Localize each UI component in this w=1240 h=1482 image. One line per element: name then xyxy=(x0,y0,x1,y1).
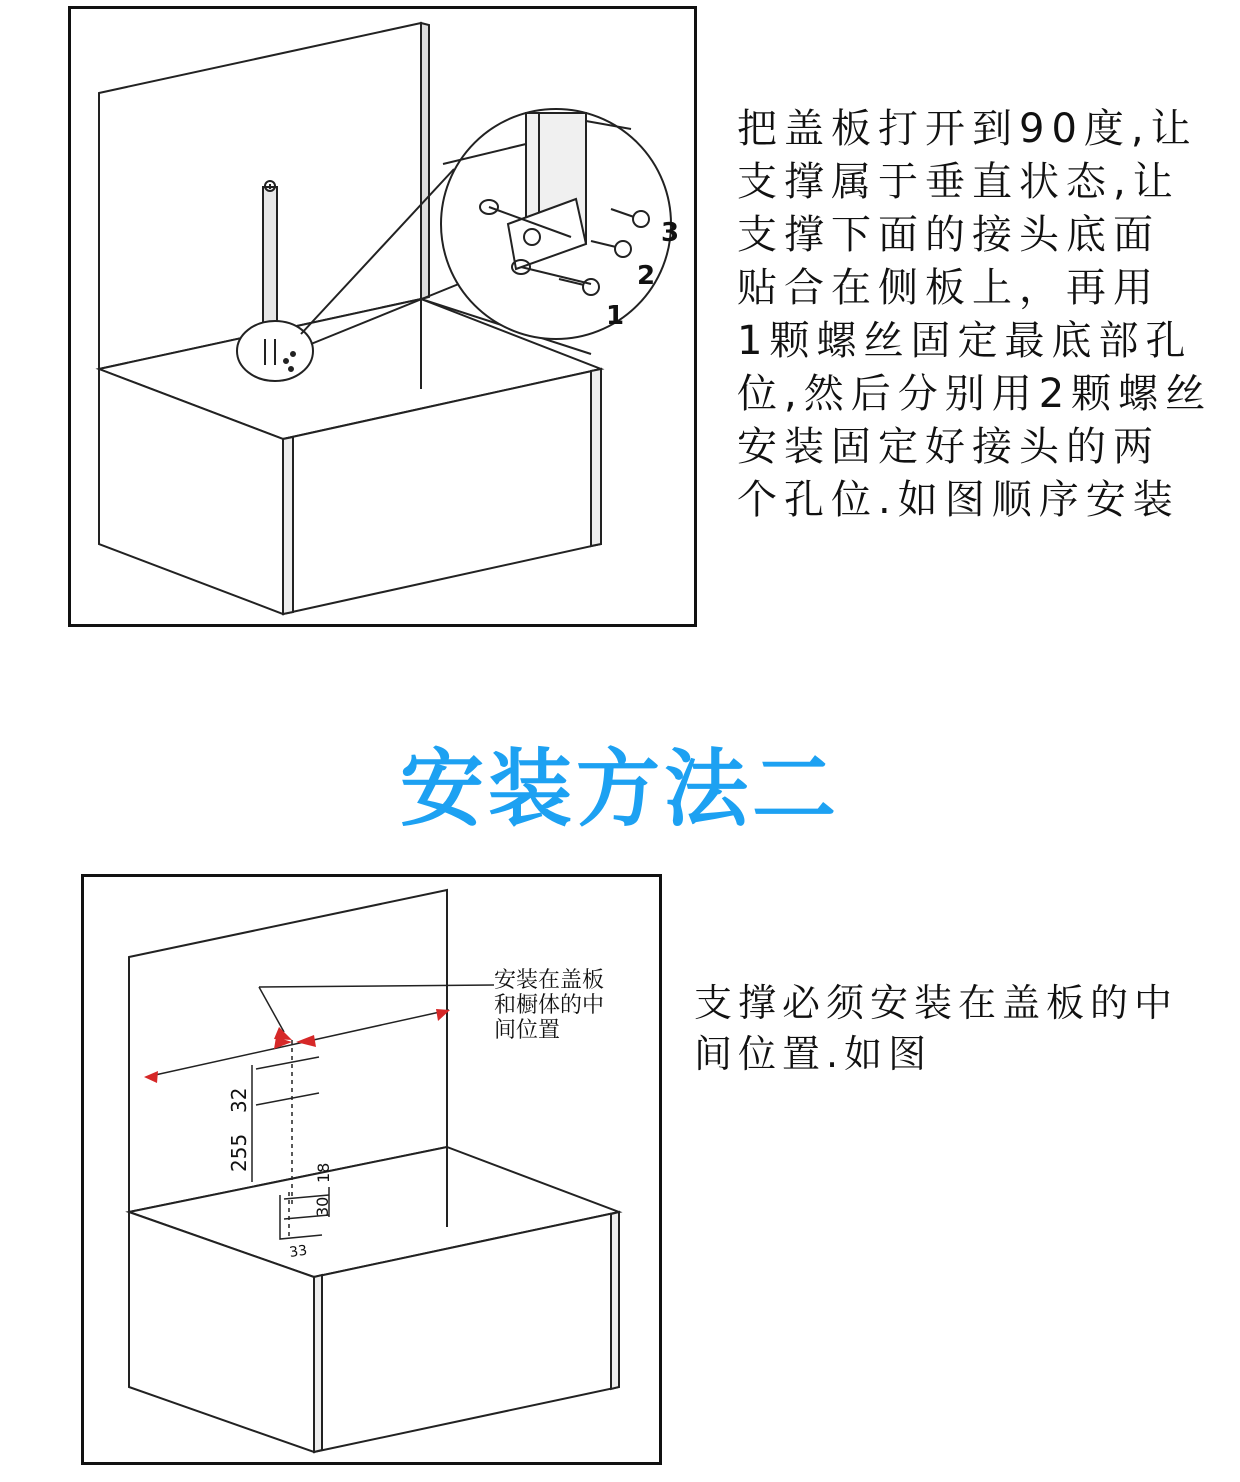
instruction-line: 个孔位.如图顺序安装 xyxy=(737,477,1180,523)
method2-instructions xyxy=(694,978,1178,1080)
method2-box-drawing xyxy=(84,877,659,1462)
section-title: 安装方法二 xyxy=(399,740,840,838)
dimension-255: 255 xyxy=(227,1133,251,1172)
screw-label-3: 3 xyxy=(661,218,680,248)
dimension-33: 33 xyxy=(288,1242,309,1261)
screw-label-2: 2 xyxy=(637,261,656,291)
instruction-line: 把盖板打开到90度,让 xyxy=(737,106,1198,152)
method1-box-drawing xyxy=(71,9,694,624)
instruction-line: 支撑必须安装在盖板的中 xyxy=(694,981,1179,1025)
screw-label-1: 1 xyxy=(606,301,625,331)
callout-line: 间位置 xyxy=(494,1018,561,1043)
gas-strut xyxy=(263,187,277,337)
instruction-line: 1颗螺丝固定最底部孔 xyxy=(737,318,1193,364)
dimension-30: 30 xyxy=(313,1196,332,1217)
instruction-line: 支撑下面的接头底面 xyxy=(737,212,1160,258)
instruction-line: 贴合在侧板上，再用 xyxy=(737,265,1160,311)
method1-illustration xyxy=(68,6,697,627)
instruction-line: 安装固定好接头的两 xyxy=(737,424,1160,470)
instruction-line: 位,然后分别用2颗螺丝 xyxy=(737,371,1213,417)
callout-line: 安装在盖板 xyxy=(494,968,605,993)
instruction-line: 支撑属于垂直状态,让 xyxy=(737,159,1180,205)
callout-line: 和橱体的中 xyxy=(494,993,605,1018)
dimension-18: 18 xyxy=(314,1162,333,1183)
dimension-32: 32 xyxy=(227,1087,251,1113)
method1-instructions xyxy=(737,103,1212,527)
method2-illustration xyxy=(81,874,662,1465)
instruction-line: 间位置.如图 xyxy=(694,1032,933,1076)
